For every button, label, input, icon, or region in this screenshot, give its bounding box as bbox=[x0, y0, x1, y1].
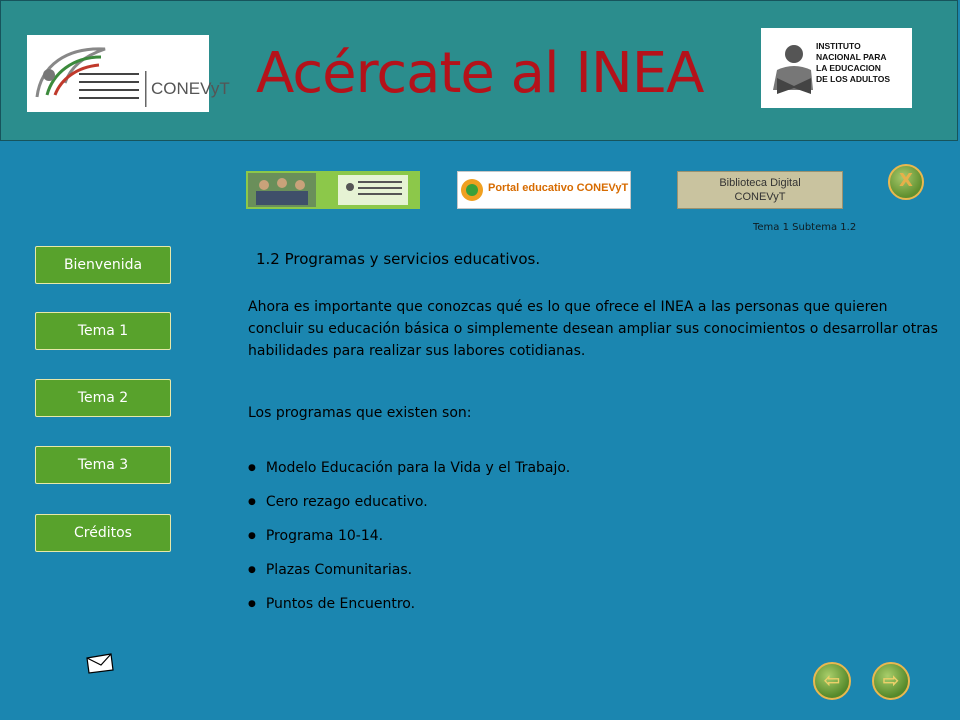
biblioteca-line-2: CONEVyT bbox=[734, 191, 786, 203]
nav-bienvenida[interactable]: Bienvenida bbox=[35, 246, 171, 284]
inea-logo bbox=[761, 28, 912, 108]
nav-tema-1[interactable]: Tema 1 bbox=[35, 312, 171, 350]
list-item: ● Puntos de Encuentro. bbox=[248, 592, 570, 626]
list-item: ● Programa 10-14. bbox=[248, 524, 570, 558]
next-button[interactable] bbox=[872, 662, 910, 700]
inea-banner-link[interactable] bbox=[246, 171, 420, 209]
conevyt-logo bbox=[27, 35, 230, 112]
page-title: Acércate al INEA bbox=[256, 41, 704, 106]
inea-logo-text: INSTITUTO NACIONAL PARA LA EDUCACION DE LOS ADULTOS bbox=[816, 41, 890, 84]
portal-educativo-label: Portal educativo CONEVyT bbox=[488, 182, 629, 194]
nav-tema-2[interactable]: Tema 2 bbox=[35, 379, 171, 417]
programs-list bbox=[248, 456, 570, 626]
intro-paragraph: Ahora es importante que conozcas qué es lo que ofrece el INEA a las personas que quieren concluir su educación básica o simplemente desean ampliar sus conocimientos o desarrollar otras habilidades para realizar sus labores cotidianas. bbox=[248, 299, 938, 359]
breadcrumb: Tema 1 Subtema 1.2 bbox=[753, 222, 857, 233]
list-item: ● Plazas Comunitarias. bbox=[248, 558, 570, 592]
portal-educativo-link[interactable] bbox=[457, 171, 631, 209]
logo-left-brand: CONEVyT bbox=[151, 79, 230, 98]
close-button[interactable] bbox=[888, 164, 924, 200]
nav-tema-3[interactable]: Tema 3 bbox=[35, 446, 171, 484]
biblioteca-digital-link[interactable] bbox=[677, 171, 843, 209]
programs-intro: Los programas que existen son: bbox=[248, 405, 472, 421]
section-heading: 1.2 Programas y servicios educativos. bbox=[256, 250, 541, 268]
biblioteca-line-1: Biblioteca Digital bbox=[719, 177, 801, 189]
mail-icon[interactable] bbox=[85, 652, 115, 674]
arrow-left-icon: ⇦ bbox=[823, 668, 841, 692]
list-item: ● Cero rezago educativo. bbox=[248, 490, 570, 524]
nav-creditos[interactable]: Créditos bbox=[35, 514, 171, 552]
arrow-right-icon: ⇨ bbox=[882, 668, 900, 692]
header bbox=[0, 0, 958, 141]
close-icon: X bbox=[899, 170, 913, 191]
prev-button[interactable] bbox=[813, 662, 851, 700]
list-item: ● Modelo Educación para la Vida y el Trabajo. bbox=[248, 456, 570, 490]
